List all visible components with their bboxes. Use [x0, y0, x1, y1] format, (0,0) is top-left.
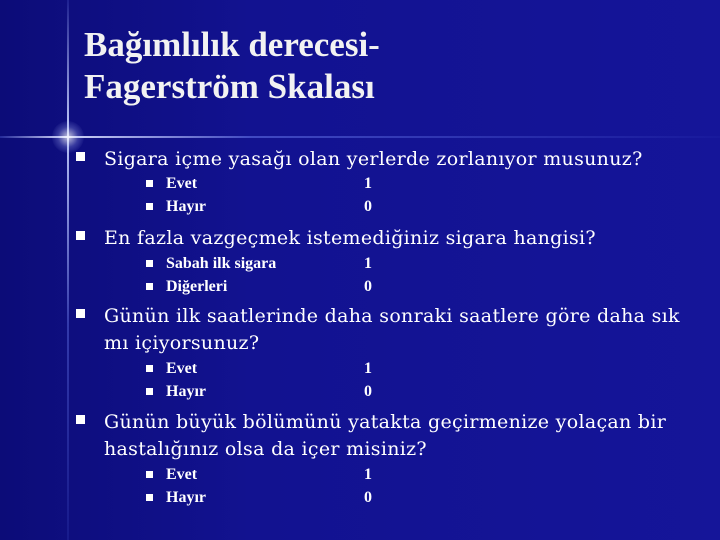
answer-label: Hayır [166, 489, 206, 506]
answer-option [146, 359, 446, 381]
square-bullet-icon [76, 309, 85, 318]
square-bullet-icon [146, 203, 153, 210]
answer-option [146, 174, 446, 196]
answer-option [146, 277, 446, 299]
question-text: Günün ilk saatlerinde daha sonraki saatlere göre daha sık mı içiyorsunuz? [104, 305, 680, 354]
question-text: Günün büyük bölümünü yatakta geçirmenize yolaçan bir hastalığınız olsa da içer misiniz? [104, 411, 667, 460]
square-bullet-icon [146, 260, 153, 267]
answer-option [146, 197, 446, 219]
square-bullet-icon [146, 388, 153, 395]
square-bullet-icon [146, 365, 153, 372]
square-bullet-icon [76, 415, 85, 424]
answer-score: 0 [364, 278, 372, 295]
answer-option [146, 488, 446, 510]
answer-score: 0 [364, 383, 372, 400]
answer-label: Sabah ilk sigara [166, 255, 277, 272]
answer-score: 1 [364, 255, 372, 272]
answer-score: 1 [364, 466, 372, 483]
answer-label: Hayır [166, 383, 206, 400]
question-text: En fazla vazgeçmek istemediğiniz sigara hangisi? [104, 227, 596, 249]
answer-label: Evet [166, 175, 198, 192]
square-bullet-icon [146, 180, 153, 187]
question-text: Sigara içme yasağı olan yerlerde zorlanıyor musunuz? [104, 148, 643, 170]
slide-title-line-1: Bağımlılık derecesi- [84, 25, 380, 64]
square-bullet-icon [146, 494, 153, 501]
answer-option [146, 382, 446, 404]
answer-score: 0 [364, 198, 372, 215]
answer-label: Hayır [166, 198, 206, 215]
square-bullet-icon [76, 231, 85, 240]
answer-label: Evet [166, 466, 198, 483]
answer-label: Diğerleri [166, 278, 228, 295]
square-bullet-icon [146, 283, 153, 290]
answer-score: 1 [364, 360, 372, 377]
answer-score: 1 [364, 175, 372, 192]
slide-title-line-2: Fagerström Skalası [84, 67, 375, 106]
answer-option [146, 465, 446, 487]
square-bullet-icon [146, 471, 153, 478]
square-bullet-icon [76, 152, 85, 161]
answer-label: Evet [166, 360, 198, 377]
answer-score: 0 [364, 489, 372, 506]
answer-option [146, 254, 446, 276]
